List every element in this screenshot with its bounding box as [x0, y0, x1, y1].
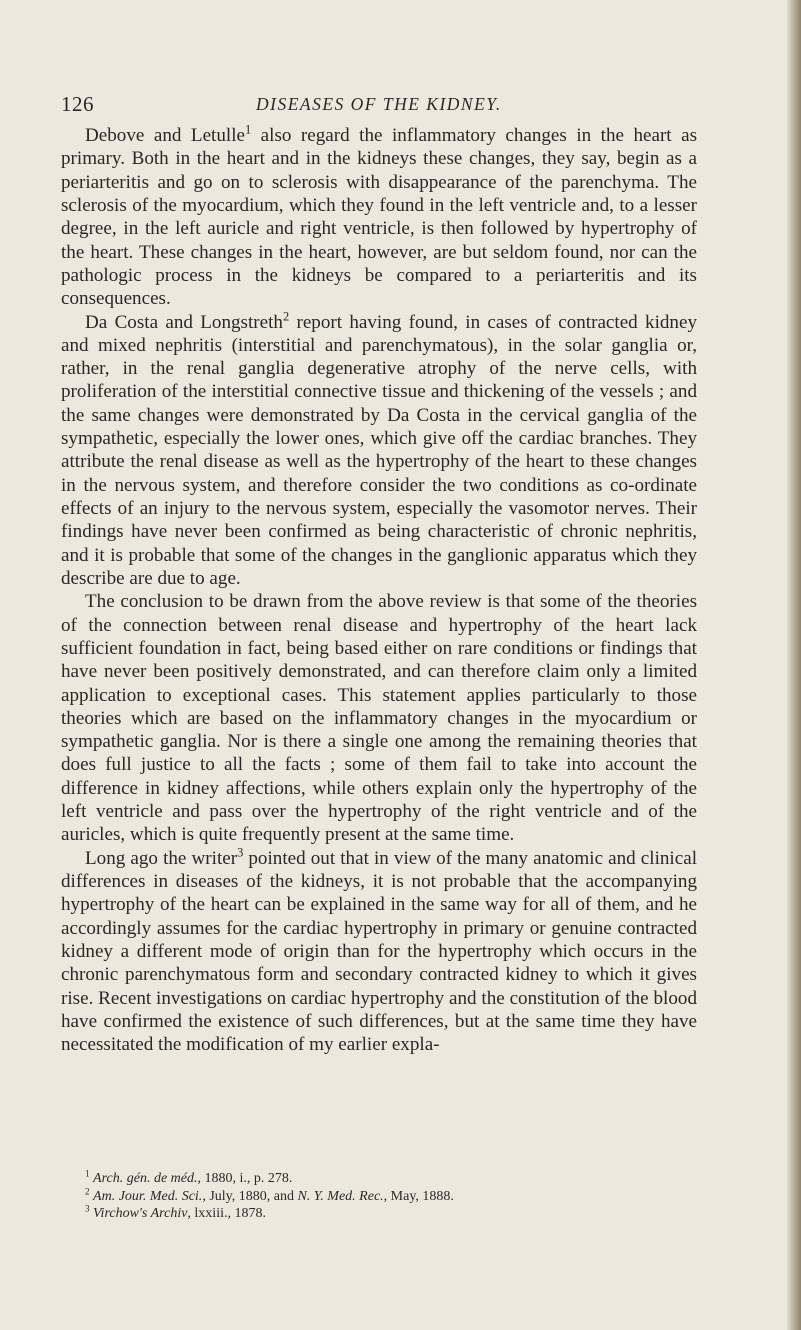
- footnote-ref: 1: [244, 122, 252, 137]
- paragraph-text: The conclusion to be drawn from the above review is that some of the theories of the connection between renal disease and hypertrophy of the heart lack sufficient foundation in fact, being based either on rare conditions or findings that have never been positively demonstrated, and can therefore claim only a limited application to exceptional cases. This statement applies particularly to those theories which are based on the inflammatory changes in the myocardium or sympathetic ganglia. Nor is there a single one among the remaining theories that does full justice to all the facts ; some of them fail to take into account the difference in kidney affections, while others explain only the hypertrophy of the left ventricle and pass over the hypertrophy of the right ventricle and of the auricles, which is quite frequently present at the same time.: [61, 591, 697, 846]
- footnote-ref: 3: [237, 845, 244, 860]
- footnote-text: , May, 1888.: [383, 1188, 454, 1204]
- running-title: DISEASES OF THE KIDNEY.: [256, 94, 502, 114]
- footnote-text: , July, 1880, and: [202, 1188, 298, 1204]
- paragraph: [61, 124, 697, 311]
- footnotes: [61, 1170, 697, 1223]
- footnote-number: 3: [85, 1203, 90, 1214]
- footnote: [61, 1205, 697, 1223]
- paragraph: [61, 311, 697, 591]
- footnote-source: Virchow's Archiv: [93, 1206, 188, 1221]
- footnote-source: N. Y. Med. Rec.: [297, 1188, 384, 1204]
- footnote: [61, 1185, 697, 1206]
- footnote-number: 2: [85, 1185, 90, 1196]
- page-number: 126: [61, 92, 94, 116]
- body-text: [61, 124, 697, 1057]
- running-head: [61, 92, 701, 124]
- footnote-ref: 2: [282, 309, 290, 324]
- paragraph-text: pointed out that in view of the many anatomic and clinical differences in diseases of the kidneys, it is not probable that the accompanying hypertrophy of the heart can be explained in the same way for all of them, and he accordingly assumes for the cardiac hypertrophy in primary or genuine contracted kidney a different mode of origin than for the hypertrophy which occurs in the chronic parenchymatous form and secondary contracted kidney to which it gives rise. Recent investigations on cardiac hypertrophy and the constitution of the blood have confirmed the existence of such differences, but at the same time they have necessitated the modification of my earlier expla-: [61, 847, 697, 1056]
- paragraph-text: report having found, in cases of contracted kidney and mixed nephritis (interstitial and parenchymatous), in the solar ganglia or, rather, in the renal ganglia degenerative atrophy of the nerve cells, with proliferation of the interstitial connective tissue and thickening of the vessels ; and the same changes were demonstrated by Da Costa in the cervical ganglia of the sympathetic, especially the lower ones, which give off the cardiac branches. They attribute the renal disease as well as the hypertrophy of the heart to these changes in the nervous system, and therefore consider the two conditions as co-ordinate effects of an injury to the nervous system, especially the vasomotor nerves. Their findings have never been confirmed as being characteristic of chronic nephritis, and it is probable that some of the changes in the ganglionic apparatus which they describe are due to age.: [61, 311, 697, 589]
- paragraph: [61, 847, 697, 1057]
- footnote-source: Arch. gén. de méd.: [93, 1171, 198, 1186]
- footnote-source: Am. Jour. Med. Sci.: [93, 1188, 203, 1204]
- paragraph-text: Long ago the writer: [85, 847, 238, 869]
- footnote-number: 1: [85, 1168, 90, 1179]
- paragraph: [61, 590, 697, 846]
- page-edge: [787, 0, 801, 1330]
- paragraph-text: Da Costa and Longstreth: [85, 311, 283, 333]
- footnote: [61, 1170, 697, 1188]
- footnote-text: , 1880, i., p. 278.: [197, 1171, 293, 1186]
- footnote-text: , lxxiii., 1878.: [187, 1206, 266, 1221]
- paragraph-text: Debove and Letulle: [85, 125, 245, 146]
- paragraph-text: also regard the inflammatory changes in the heart as primary. Both in the heart and in the kidneys these changes, they say, begin as a periarteritis and go on to sclerosis with disappearance of the parenchyma. The sclerosis of the myocardium, which they found in the left ventricle and, to a lesser degree, in the left auricle and right ventricle, is then followed by hypertrophy of the heart. These changes in the heart, however, are but seldom found, nor can the pathologic process in the kidneys be compared to a periarteritis and its consequences.: [61, 125, 697, 310]
